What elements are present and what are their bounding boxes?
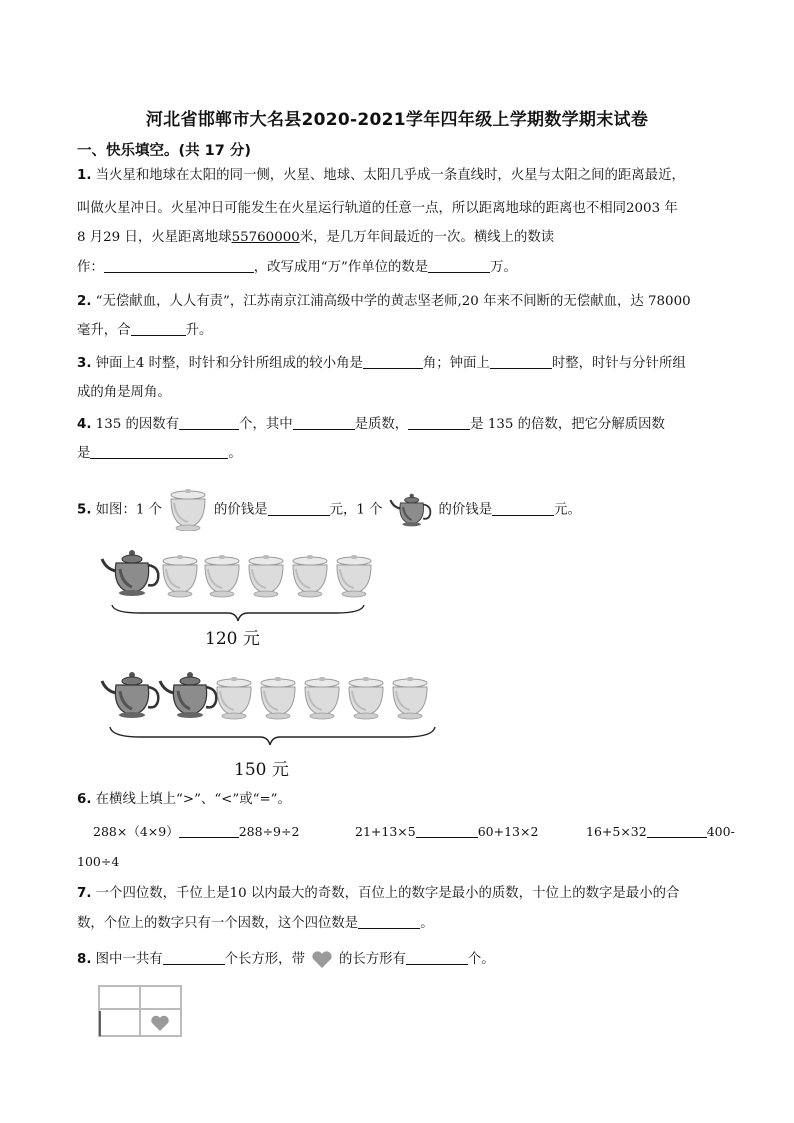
q3-blank-angle[interactable] [363,354,423,369]
q6-expr-3-cont: 100÷4 [77,854,120,869]
q2-number: 2. [77,294,92,309]
cup-icon [337,555,371,597]
cup-icon [305,677,339,719]
q5-line1: 5. 如图：1 个 的价钱是 元，1 个 的价钱是 元。 [77,486,581,534]
figure-group-2 [100,667,450,767]
cup-icon [293,555,327,597]
q6-line1: 6. 在横线上填上“>”、“<”或“=”。 [77,792,291,807]
q1-blank-wan[interactable] [428,258,490,273]
cup-icon [249,555,283,597]
q6-blank-1[interactable] [179,823,239,838]
q1-line3: 8 月29 日，火星距离地球55760000米，是几万年间最近的一次。横线上的数读 [77,230,555,245]
q1-blank-reading[interactable] [104,258,254,273]
q3-line2: 成的角是周角。 [77,385,171,400]
section-heading: 一、快乐填空。(共 17 分) [77,143,252,159]
q3-line1: 3. 钟面上4 时整，时针和分针所组成的较小角是 角；钟面上 时整，时针与分针所组 [77,356,686,371]
cup-icon [393,677,427,719]
q1-number: 1. [77,168,92,183]
price-label-1: 120 元 [205,629,260,649]
q4-blank-multiple[interactable] [408,415,470,430]
cup-icon [261,677,295,719]
q6-expr-1: 288×（4×9） 288÷9÷2 [93,824,300,839]
cup-icon [349,677,383,719]
q6-blank-2[interactable] [416,823,478,838]
q1-line2: 叫做火星冲日。火星冲日可能发生在火星运行轨道的任意一点，所以距离地球的距离也不相同2003 年 [77,201,678,216]
cup-icon [205,555,239,597]
q5-number: 5. [77,502,92,518]
q2-line1: 2. “无偿献血，人人有责”，江苏南京江浦高级中学的黄志坚老师,20 年来不间断的无偿献血，达 78000 [77,294,691,309]
q5-blank-pot-price[interactable] [492,501,554,516]
teapot-icon [160,672,216,718]
teapot-icon [102,550,158,596]
q4-blank-factorization[interactable] [90,444,228,459]
q1-line1: 1. 当火星和地球在太阳的同一侧，火星、地球、太阳几乎成一条直线时，火星与太阳之间的距离最近， [77,168,685,183]
q7-line1: 7. 一个四位数，千位上是10 以内最大的奇数，百位上的数字是最小的质数，十位上的数字是最小的合 [77,886,680,901]
heart-icon [311,951,333,969]
q7-number: 7. [77,886,92,901]
cup-icon [163,555,197,597]
cup-icon [168,489,208,531]
price-label-2: 150 元 [234,760,289,780]
q6-expr-3: 16+5×32 400- [586,824,735,839]
q3-number: 3. [77,356,92,371]
teapot-icon [102,672,158,718]
rectangle-grid-figure [98,985,184,1039]
q2-line2: 毫升，合 升。 [77,323,213,338]
q4-number: 4. [77,417,92,432]
q8-blank-rect-count[interactable] [163,950,225,965]
q1-line4: 作： ，改写成用“万”作单位的数是 万。 [77,260,517,275]
q8-blank-heart-count[interactable] [406,950,468,965]
page-title: 河北省邯郸市大名县2020-2021学年四年级上学期数学期末试卷 [145,110,649,130]
q5-blank-cup-price[interactable] [268,501,330,516]
q4-line2: 是 。 [77,446,242,461]
teapot-icon [389,486,433,534]
q7-blank-number[interactable] [358,914,420,929]
q4-blank-count[interactable] [179,415,239,430]
brace [112,605,364,621]
q4-blank-prime[interactable] [293,415,355,430]
q1-distance: 55760000 [231,230,300,245]
brace [110,727,435,745]
q6-expr-2: 21+13×5 60+13×2 [355,824,539,839]
q6-number: 6. [77,792,92,807]
q6-blank-3[interactable] [647,823,707,838]
q3-blank-hour[interactable] [490,354,552,369]
cup-icon [217,677,251,719]
q8-number: 8. [77,952,92,967]
q7-line2: 数，个位上的数字只有一个因数，这个四位数是 。 [77,916,434,931]
q4-line1: 4. 135 的因数有 个，其中 是质数， 是 135 的倍数，把它分解质因数 [77,417,665,432]
q2-blank-liters[interactable] [131,321,186,336]
q8-line1: 8. 图中一共有 个长方形，带 的长方形有 个。 [77,952,495,967]
